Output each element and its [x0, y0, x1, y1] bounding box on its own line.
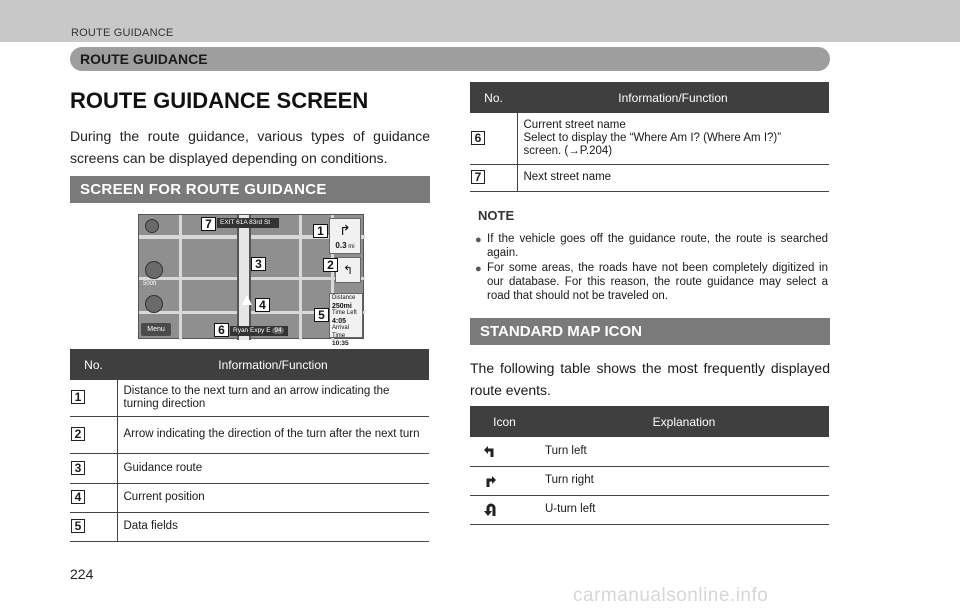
watermark: carmanualsonline.info	[573, 585, 769, 606]
row-number: 6	[471, 131, 485, 145]
u-turn-left-icon	[483, 503, 499, 517]
map-road	[299, 215, 302, 340]
table-row	[470, 466, 829, 495]
note-item	[475, 232, 828, 260]
subsection-title: SCREEN FOR ROUTE GUIDANCE	[80, 181, 327, 198]
guidance-route-line	[237, 215, 251, 340]
row-number: 7	[471, 170, 485, 184]
table-header-row	[70, 349, 429, 380]
table-row	[70, 380, 429, 416]
table-row	[70, 483, 429, 512]
next-street-name: 83rd St	[249, 219, 271, 226]
row-text: Distance to the next turn and an arrow indicating the turning direction	[117, 380, 429, 416]
next-street-bar	[217, 218, 279, 228]
bullet-icon: ●	[475, 263, 482, 275]
row-number: 3	[71, 461, 85, 475]
note-text: For some areas, the roads have not been completely digitized in our database. For this reason, the route guidance may select a road that should not be traveled on.	[487, 262, 828, 302]
bullet-icon: ●	[475, 234, 482, 246]
route-guidance-screen-image	[138, 214, 364, 347]
row-text: Current position	[117, 483, 429, 512]
current-street-name: Ryan Expy E	[233, 327, 271, 334]
current-street-bar[interactable]	[230, 326, 288, 336]
row-text: Turn left	[539, 437, 829, 466]
col-header-info: Information/Function	[117, 349, 429, 380]
col-header-explanation: Explanation	[539, 406, 829, 437]
callout-7: 7	[201, 217, 216, 231]
subsection-title: STANDARD MAP ICON	[480, 323, 642, 340]
screen-info-table	[70, 349, 429, 542]
table-row	[470, 495, 829, 524]
map-scale: 500ft	[143, 281, 157, 287]
row-text-line: Select to display the “Where Am I? (Where Am I?)”	[523, 131, 782, 144]
row-text: Arrow indicating the direction of the turn after the next turn	[117, 416, 429, 453]
note-heading: NOTE	[478, 208, 515, 223]
callout-1: 1	[313, 224, 328, 238]
compass-button[interactable]	[145, 219, 159, 233]
turn-distance-unit: mi	[348, 244, 355, 250]
page-number: 224	[70, 566, 94, 582]
map-road	[179, 215, 182, 340]
field-distance-value: 250mi	[332, 302, 352, 310]
note-text: If the vehicle goes off the guidance route, the route is searched again.	[487, 233, 828, 259]
col-header-no: No.	[470, 82, 517, 113]
row-text: Data fields	[117, 512, 429, 541]
callout-2: 2	[323, 258, 338, 272]
col-header-icon: Icon	[470, 406, 539, 437]
turn-right-icon	[483, 474, 497, 488]
turn-distance: 0.3	[335, 241, 347, 250]
table-header-row	[470, 82, 829, 113]
page-heading: ROUTE GUIDANCE SCREEN	[70, 88, 369, 113]
data-fields-panel[interactable]	[329, 293, 363, 347]
next-turn-panel	[329, 218, 361, 254]
row-number: 1	[71, 390, 85, 404]
screen-info-table-continued	[470, 82, 829, 192]
section-title: ROUTE GUIDANCE	[80, 51, 208, 67]
row-text: Turn right	[539, 466, 829, 495]
section-title-bar	[70, 47, 830, 71]
col-header-no: No.	[70, 349, 117, 380]
row-text-line: screen. (→P.204)	[523, 144, 613, 157]
table-row	[70, 453, 429, 483]
row-number: 5	[71, 519, 85, 533]
callout-4: 4	[255, 298, 270, 312]
field-distance-label: Distance	[332, 295, 356, 301]
second-turn-arrow-icon: ↰	[335, 257, 361, 283]
callout-3: 3	[251, 257, 266, 271]
field-time-left-label: Time Left	[332, 310, 357, 316]
table-row	[470, 437, 829, 466]
callout-5: 5	[314, 308, 329, 322]
intro-paragraph: During the route guidance, various types of guidance screens can be displayed depending on conditions.	[70, 128, 430, 166]
exit-label: EXIT 61A	[220, 219, 248, 226]
current-position-marker	[242, 295, 252, 305]
turn-left-icon	[483, 444, 497, 458]
row-text: Next street name	[517, 164, 829, 191]
field-arrival-label: Arrival Time	[332, 325, 350, 339]
row-text: U-turn left	[539, 495, 829, 524]
row-text-line: Current street name	[523, 118, 626, 131]
table-header-row	[470, 406, 829, 437]
table-row	[70, 512, 429, 541]
field-arrival-value: 10:35	[332, 340, 349, 347]
menu-button[interactable]: Menu	[141, 323, 171, 336]
running-head: ROUTE GUIDANCE	[71, 27, 174, 39]
col-header-info: Information/Function	[517, 82, 829, 113]
turn-arrow-icon: ↱	[339, 222, 351, 238]
zoom-in-button[interactable]	[145, 261, 163, 279]
table-row	[470, 113, 829, 164]
subsection-bar	[470, 318, 830, 345]
route-shield-badge: 94	[274, 327, 282, 334]
field-time-left-value: 4:05	[332, 317, 347, 325]
subsection-bar	[70, 176, 430, 203]
callout-6: 6	[214, 323, 229, 337]
intro-paragraph: The following table shows the most frequently displayed route events.	[470, 360, 830, 398]
zoom-out-button[interactable]	[145, 295, 163, 313]
row-number: 4	[71, 490, 85, 504]
note-item	[475, 261, 828, 303]
table-row	[70, 416, 429, 453]
row-text: Guidance route	[117, 453, 429, 483]
row-number: 2	[71, 427, 85, 441]
table-row	[470, 164, 829, 191]
map-icon-table	[470, 406, 829, 525]
